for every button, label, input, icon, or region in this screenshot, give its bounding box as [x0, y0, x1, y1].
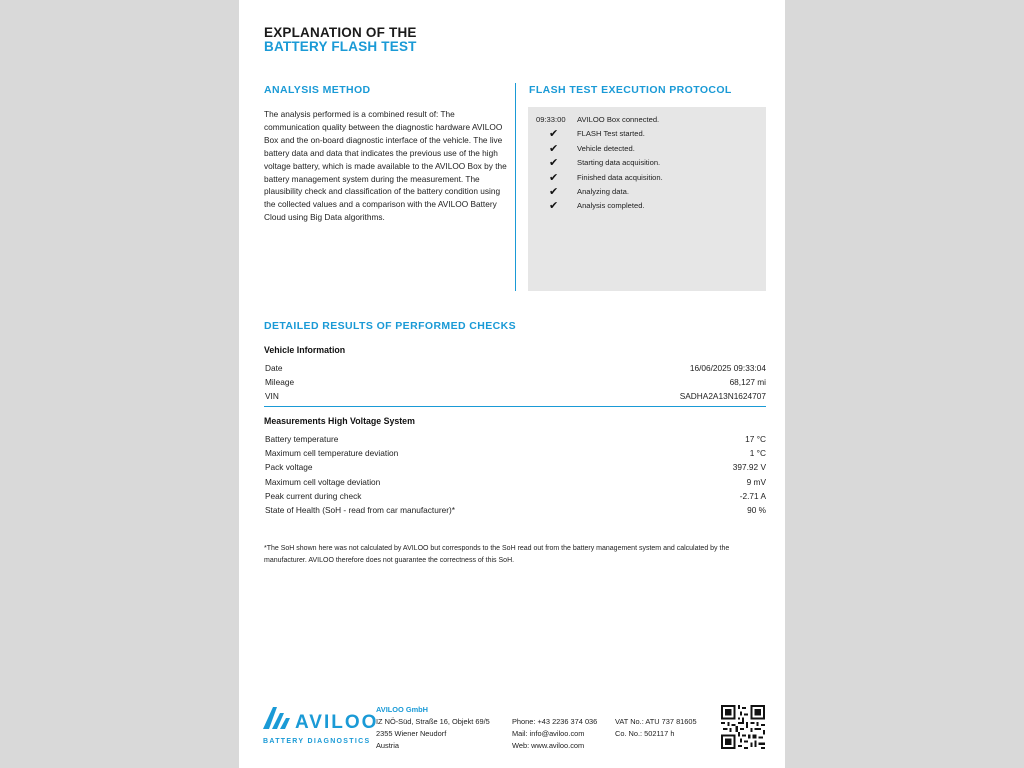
aviloo-logo — [263, 703, 379, 751]
footer-legal — [615, 716, 697, 740]
check-icon: ✔ — [549, 172, 559, 184]
vat-text: VAT No.: ATU 737 81605 — [615, 717, 697, 726]
table-row — [264, 460, 766, 474]
protocol-message: FLASH Test started. — [577, 129, 645, 138]
row-label: Battery temperature — [265, 434, 339, 444]
company-name: AVILOO GmbH — [376, 705, 429, 714]
row-value: -2.71 A — [739, 491, 766, 501]
table-row — [264, 432, 766, 446]
row-value: 16/06/2025 09:33:04 — [689, 363, 766, 373]
address-line: Austria — [376, 741, 400, 750]
row-value: 9 mV — [746, 477, 766, 487]
section-divider — [264, 406, 766, 407]
title-line-2: BATTERY FLASH TEST — [264, 39, 417, 54]
row-value: SADHA2A13N1624707 — [679, 391, 766, 401]
protocol-box — [528, 107, 766, 291]
address-line: IZ NÖ-Süd, Straße 16, Objekt 69/5 — [376, 717, 490, 726]
title-line-1: EXPLANATION OF THE — [264, 25, 417, 40]
row-value: 90 % — [747, 505, 766, 515]
protocol-message: AVILOO Box connected. — [577, 115, 660, 124]
check-icon: ✔ — [549, 128, 559, 140]
logo-wordmark: AVILOO — [295, 712, 379, 733]
protocol-message: Starting data acquisition. — [577, 158, 661, 167]
table-row — [264, 375, 766, 389]
mail-text: Mail: info@aviloo.com — [512, 729, 585, 738]
measurements-heading: Measurements High Voltage System — [264, 416, 415, 426]
protocol-time: 09:33:00 — [536, 115, 566, 124]
row-label: Maximum cell voltage deviation — [265, 477, 381, 487]
protocol-message: Vehicle detected. — [577, 144, 635, 153]
phone-text: Phone: +43 2236 374 036 — [512, 717, 598, 726]
row-label: State of Health (SoH - read from car manufacturer)* — [265, 505, 455, 515]
protocol-message: Finished data acquisition. — [577, 173, 663, 182]
web-text: Web: www.aviloo.com — [512, 741, 585, 750]
check-icon: ✔ — [549, 200, 559, 212]
table-row — [264, 489, 766, 503]
logo-mark-icon — [263, 705, 293, 731]
report-page — [239, 0, 785, 768]
company-number-text: Co. No.: 502117 h — [615, 729, 675, 738]
row-value: 17 °C — [745, 434, 766, 444]
row-value: 68,127 mi — [729, 377, 766, 387]
table-row — [264, 475, 766, 489]
check-icon: ✔ — [549, 186, 559, 198]
address-line: 2355 Wiener Neudorf — [376, 729, 447, 738]
row-label: Date — [265, 363, 283, 373]
footer-address — [376, 704, 490, 752]
protocol-heading: FLASH TEST EXECUTION PROTOCOL — [529, 84, 732, 96]
row-label: Mileage — [265, 377, 295, 387]
table-row — [264, 389, 766, 403]
table-row — [264, 503, 766, 517]
analysis-method-heading: ANALYSIS METHOD — [264, 84, 371, 96]
table-row — [264, 361, 766, 375]
soh-footnote: *The SoH shown here was not calculated by AVILOO but corresponds to the SoH read out from the battery management system and calculated by the manufacturer. AVILOO therefore does not guarantee the correctness of this SoH. — [264, 545, 730, 564]
row-label: Peak current during check — [265, 491, 362, 501]
vehicle-info-heading: Vehicle Information — [264, 345, 346, 355]
logo-tagline: BATTERY DIAGNOSTICS — [263, 738, 371, 745]
check-icon: ✔ — [549, 157, 559, 169]
row-label: VIN — [265, 391, 279, 401]
analysis-method-text: The analysis performed is a combined result of: The communication quality between the diagnostic hardware AVILOO Box and the on-board diagnostic interface of the vehicle. The live battery data and data that indicates the previous use of the high voltage battery, which is made available to the AVILOO Box by the battery management system during the measurement. The plausibility check and classification of the battery condition using the collected values and a comparison with the AVILOO Battery Cloud using Big Data algorithms. — [264, 109, 507, 223]
qr-code-icon — [721, 705, 765, 749]
protocol-message: Analysis completed. — [577, 201, 645, 210]
check-icon: ✔ — [549, 143, 559, 155]
row-label: Maximum cell temperature deviation — [265, 448, 399, 458]
footer-contact — [512, 716, 597, 752]
page-title — [264, 26, 417, 54]
row-label: Pack voltage — [265, 462, 313, 472]
row-value: 1 °C — [749, 448, 766, 458]
results-heading: DETAILED RESULTS OF PERFORMED CHECKS — [264, 320, 517, 332]
protocol-message: Analyzing data. — [577, 187, 629, 196]
column-divider — [515, 83, 516, 291]
row-value: 397.92 V — [732, 462, 766, 472]
table-row — [264, 446, 766, 460]
